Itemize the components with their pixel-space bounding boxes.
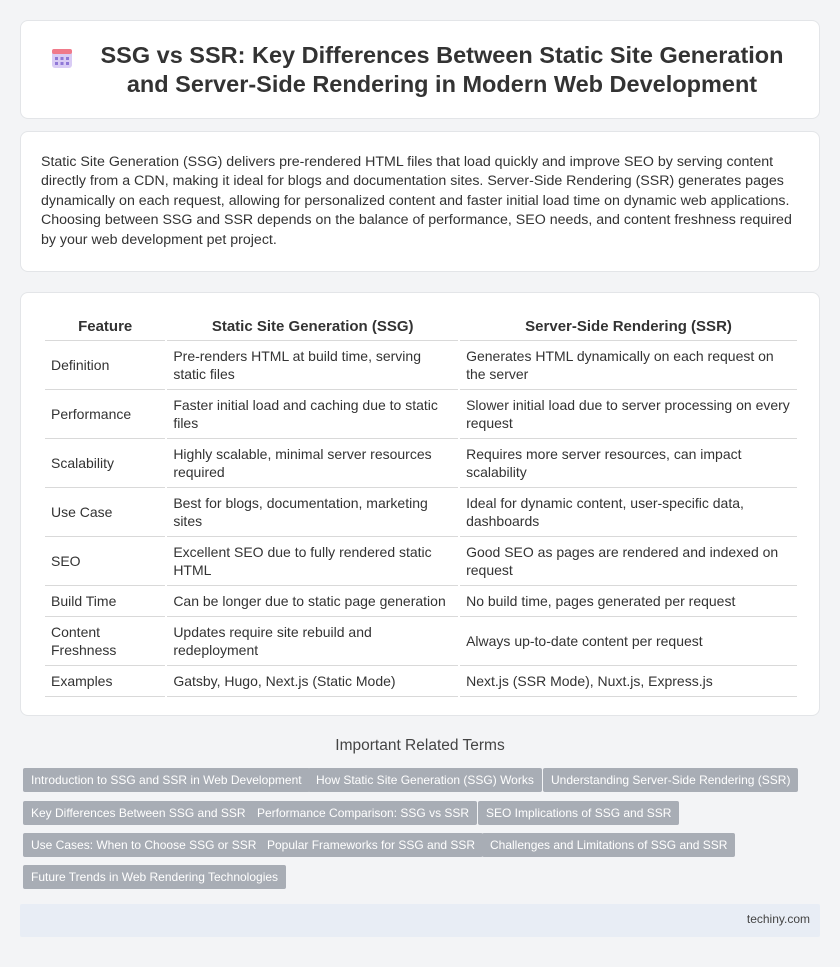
row-feature: Build Time bbox=[45, 586, 165, 617]
row-feature: SEO bbox=[45, 537, 165, 586]
table-row bbox=[45, 617, 797, 666]
row-ssr: Ideal for dynamic content, user-specific data, dashboards bbox=[460, 488, 797, 537]
row-ssr: Good SEO as pages are rendered and indexed on request bbox=[460, 537, 797, 586]
row-ssg: Pre-renders HTML at build time, serving static files bbox=[167, 341, 458, 390]
table-row bbox=[45, 341, 797, 390]
row-feature: Examples bbox=[45, 666, 165, 697]
header-feature: Feature bbox=[45, 313, 165, 341]
related-term-tag[interactable]: Popular Frameworks for SSG and SSR bbox=[259, 833, 483, 857]
row-ssg: Highly scalable, minimal server resources required bbox=[167, 439, 458, 488]
comparison-table bbox=[43, 313, 799, 697]
row-ssg: Excellent SEO due to fully rendered static HTML bbox=[167, 537, 458, 586]
row-ssg: Faster initial load and caching due to static files bbox=[167, 390, 458, 439]
related-term-tag[interactable]: Performance Comparison: SSG vs SSR bbox=[249, 801, 477, 825]
header-ssg: Static Site Generation (SSG) bbox=[167, 313, 458, 341]
table-row bbox=[45, 666, 797, 697]
footer-bar bbox=[20, 904, 820, 937]
table-row bbox=[45, 390, 797, 439]
related-term-tag[interactable]: Introduction to SSG and SSR in Web Development bbox=[23, 768, 310, 792]
table-row bbox=[45, 586, 797, 617]
table-row bbox=[45, 488, 797, 537]
calendar-grid-icon bbox=[51, 47, 73, 69]
related-terms-heading: Important Related Terms bbox=[335, 737, 505, 754]
table-header-row bbox=[45, 313, 797, 341]
row-ssg: Updates require site rebuild and redeployment bbox=[167, 617, 458, 666]
related-term-tag[interactable]: Understanding Server-Side Rendering (SSR) bbox=[543, 768, 798, 792]
row-ssr: Slower initial load due to server processing on every request bbox=[460, 390, 797, 439]
row-feature: Use Case bbox=[45, 488, 165, 537]
row-ssr: No build time, pages generated per request bbox=[460, 586, 797, 617]
related-term-tag[interactable]: Use Cases: When to Choose SSG or SSR bbox=[23, 833, 264, 857]
row-feature: Definition bbox=[45, 341, 165, 390]
title-card bbox=[20, 20, 820, 119]
row-ssg: Can be longer due to static page generation bbox=[167, 586, 458, 617]
row-ssr: Always up-to-date content per request bbox=[460, 617, 797, 666]
footer-site-name: techiny.com bbox=[746, 912, 810, 926]
page-title: SSG vs SSR: Key Differences Between Static Site Generation and Server-Side Rendering in Modern Web Development bbox=[100, 41, 784, 97]
table-row bbox=[45, 537, 797, 586]
row-feature: Performance bbox=[45, 390, 165, 439]
intro-paragraph: Static Site Generation (SSG) delivers pre-rendered HTML files that load quickly and improve SEO by serving content directly from a CDN, making it ideal for blogs and documentation sites. Server-Side Rendering (SSR) generates pages dynamically on each request, allowing for personalized content and faster initial load time on dynamic web applications. Choosing between SSG and SSR depends on the balance of performance, SEO needs, and content freshness required by your web development pet project. bbox=[41, 154, 792, 248]
row-ssr: Requires more server resources, can impact scalability bbox=[460, 439, 797, 488]
row-feature: Scalability bbox=[45, 439, 165, 488]
related-term-tag[interactable]: Challenges and Limitations of SSG and SSR bbox=[482, 833, 735, 857]
related-term-tag[interactable]: How Static Site Generation (SSG) Works bbox=[308, 768, 542, 792]
row-ssg: Best for blogs, documentation, marketing sites bbox=[167, 488, 458, 537]
row-ssg: Gatsby, Hugo, Next.js (Static Mode) bbox=[167, 666, 458, 697]
row-feature: Content Freshness bbox=[45, 617, 165, 666]
header-ssr: Server-Side Rendering (SSR) bbox=[460, 313, 797, 341]
related-term-tag[interactable]: Future Trends in Web Rendering Technologies bbox=[23, 865, 286, 889]
related-term-tag[interactable]: SEO Implications of SSG and SSR bbox=[478, 801, 679, 825]
comparison-table-card bbox=[20, 292, 820, 716]
table-row bbox=[45, 439, 797, 488]
row-ssr: Next.js (SSR Mode), Nuxt.js, Express.js bbox=[460, 666, 797, 697]
related-term-tag[interactable]: Key Differences Between SSG and SSR bbox=[23, 801, 254, 825]
row-ssr: Generates HTML dynamically on each request on the server bbox=[460, 341, 797, 390]
intro-card bbox=[20, 131, 820, 272]
